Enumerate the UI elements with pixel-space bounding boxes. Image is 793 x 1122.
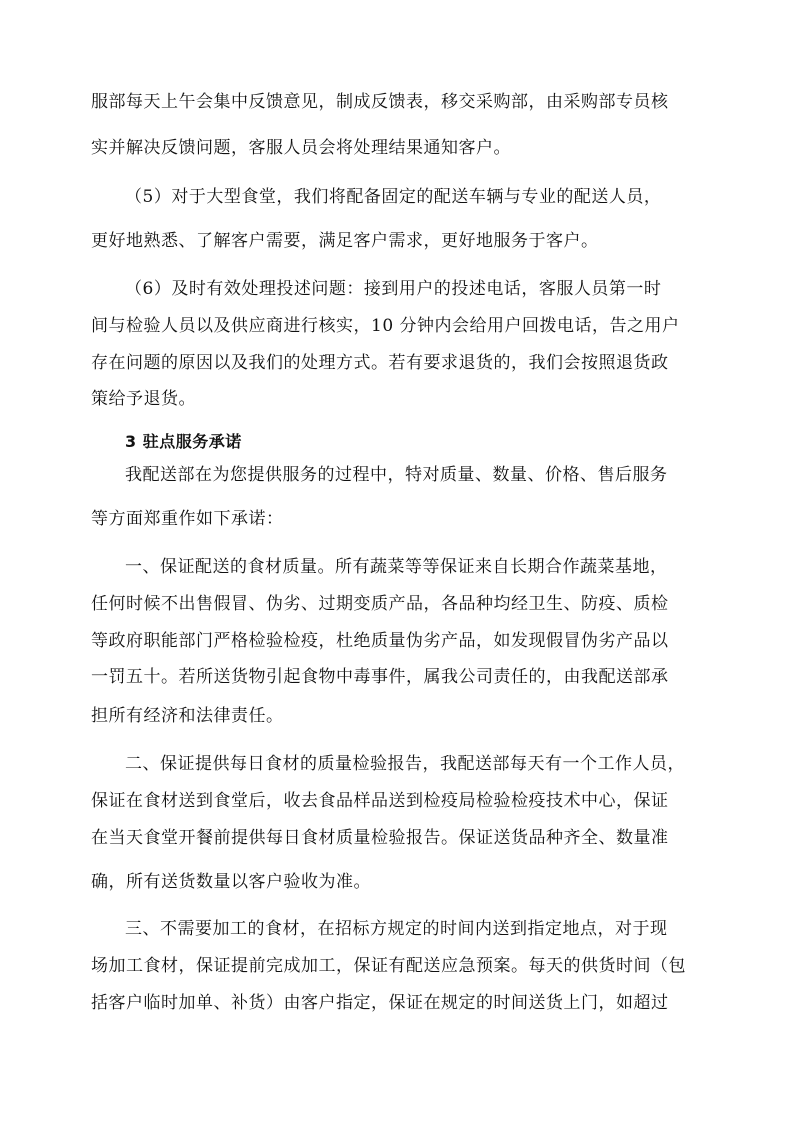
text-line: 一罚五十。若所送货物引起食物中毒事件，属我公司责任的，由我配送部承 [91,667,669,687]
text-line: 在当天食堂开餐前提供每日食材质量检验报告。保证送货品种齐全、数量准 [91,828,669,848]
text-line: 三、不需要加工的食材，在招标方规定的时间内送到指定地点，对于现 [125,919,668,939]
text-line: （5）对于大型食堂，我们将配备固定的配送车辆与专业的配送人员， [125,187,662,207]
text-line: 更好地熟悉、了解客户需要，满足客户需求，更好地服务于客户。 [91,231,599,251]
text-line: 间与检验人员以及供应商进行核实，10 分钟内会给用户回拨电话，告之用户 [91,316,680,336]
text-line: 策给予退货。 [91,389,196,409]
text-line: 实并解决反馈问题，客服人员会将处理结果通知客户。 [91,138,511,158]
text-line: 确，所有送货数量以客户验收为准。 [91,872,371,892]
text-line: 一、保证配送的食材质量。所有蔬菜等等保证来自长期合作蔬菜基地， [125,557,668,577]
text-line: 服部每天上午会集中反馈意见，制成反馈表，移交采购部，由采购部专员核 [91,92,669,112]
text-line: 保证在食材送到食堂后，收去食品样品送到检疫局检验检疫技术中心，保证 [91,791,669,811]
text-line: （6）及时有效处理投述问题：接到用户的投述电话，客服人员第一时 [125,279,662,299]
text-line: 等政府职能部门严格检验检疫，杜绝质量伪劣产品，如发现假冒伪劣产品以 [91,631,669,651]
text-line: 我配送部在为您提供服务的过程中，特对质量、数量、价格、售后服务 [125,465,668,485]
text-line: 任何时候不出售假冒、伪劣、过期变质产品，各品种均经卫生、防疫、质检 [91,594,669,614]
text-line: 等方面郑重作如下承诺： [91,509,284,529]
text-line: 括客户临时加单、补货）由客户指定，保证在规定的时间送货上门，如超过 [91,993,669,1013]
text-line: 存在问题的原因以及我们的处理方式。若有要求退货的，我们会按照退货政 [91,353,669,373]
section-heading: 3 驻点服务承诺 [125,432,242,451]
text-line: 二、保证提供每日食材的质量检验报告，我配送部每天有一个工作人员， [125,754,685,774]
text-line: 担所有经济和法律责任。 [91,706,284,726]
text-line: 场加工食材，保证提前完成加工，保证有配送应急预案。每天的供货时间（包 [91,956,686,976]
